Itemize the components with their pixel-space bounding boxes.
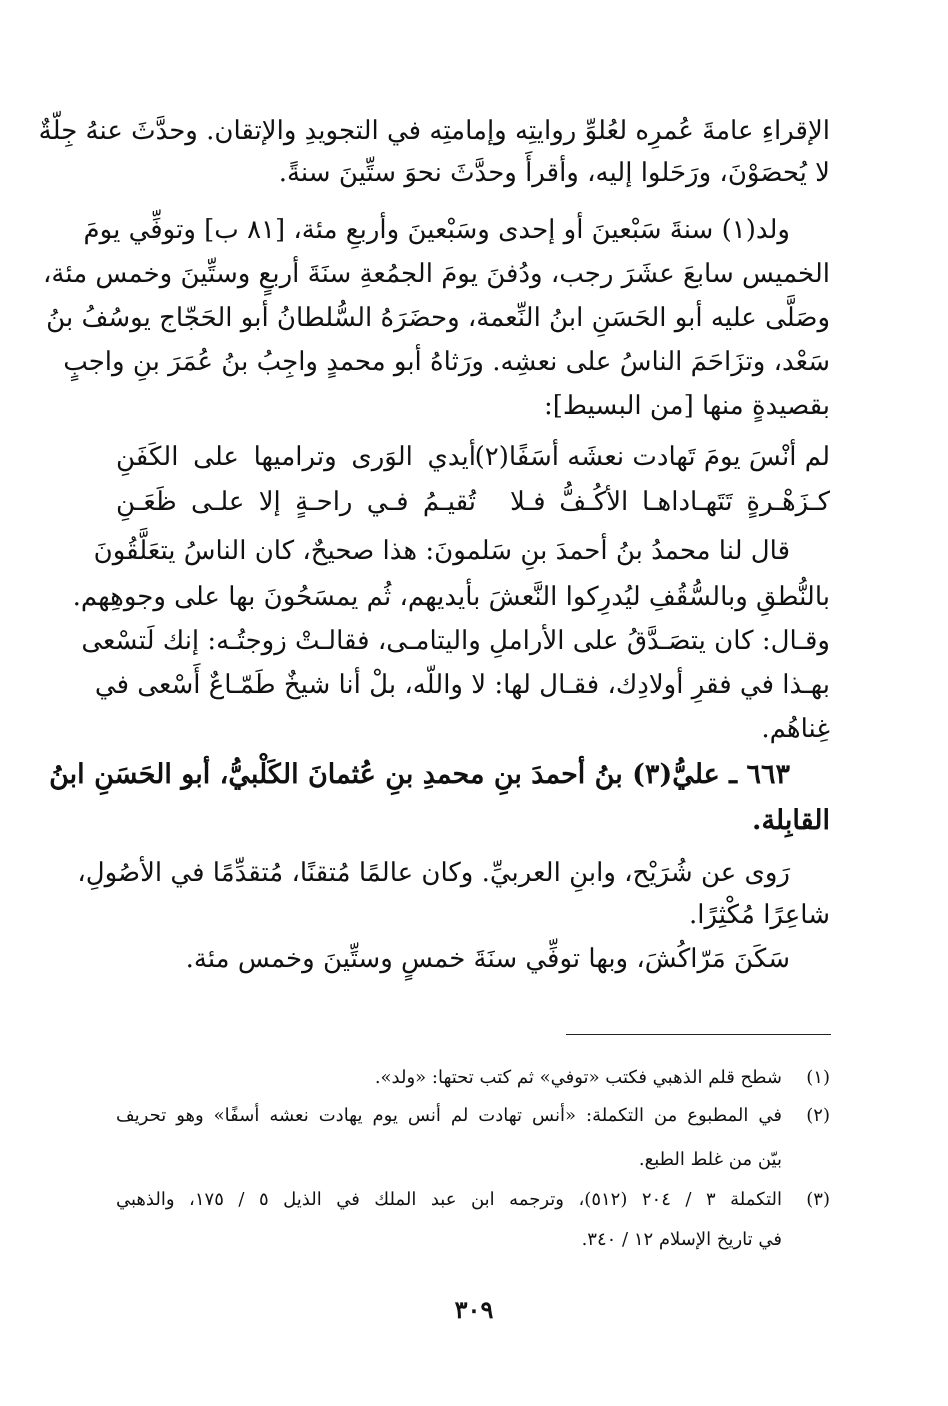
body-line-4: الخميس سابعَ عشَرَ رجب، ودُفنَ يومَ الجمُعةِ سنَةَ أربعٍ وستِّينَ وخمس مئة، (43, 259, 830, 289)
body-line-2: لا يُحصَوْنَ، ورَحَلوا إليه، وأقرأَ وحدَّثَ نحوَ ستِّينَ سنةً. (278, 158, 830, 188)
body-line-3: ولد(١) سنةَ سَبْعينَ أو إحدى وسَبْعينَ وأربعِ مئة، [٨١ ب] وتوفِّي يومَ (83, 215, 790, 245)
verse-1 (116, 436, 830, 478)
verse-1-first-hemistich: لم أنْسَ يومَ تَهادت نعشَه أسَفًا(٢) (474, 442, 830, 472)
verse-1-second-hemistich: أيدي الوَرى وتراميها على الكَفَنِ (116, 442, 476, 472)
footnote-2-number: (٢) (806, 1105, 830, 1126)
entry-line-3: سَكَنَ مَرّاكُشَ، وبها توفِّي سنَةَ خمسٍ وستِّينَ وخمس مئة. (185, 944, 790, 974)
footnote-3-text-line-2: في تاريخ الإسلام ١٢ / ٣٤٠. (581, 1229, 782, 1250)
entry-line-1: رَوى عن شُرَيْح، وابنِ العربيِّ. وكان عالمًا مُتقنًا، مُتقدِّمًا في الأصُولِ، (77, 858, 790, 888)
body-line-10: وقـال: كان يتصَـدَّقُ على الأراملِ واليتامـى، فقالـتْ زوجتُـه: إنك لَتسْعى (81, 626, 830, 656)
footnote-1-text: شطح قلم الذهبي فكتب «توفي» ثم كتب تحتها: «ولد». (374, 1067, 782, 1088)
footnote-1 (116, 1062, 830, 1094)
footnote-3-continuation (116, 1224, 830, 1256)
page-number: ٣٠٩ (454, 1295, 494, 1324)
footnote-separator (566, 1034, 831, 1035)
footnote-2 (116, 1100, 830, 1132)
body-line-5: وصَلَّى عليه أبو الحَسَنِ ابنُ النِّعمة، وحضَرَهُ السُّلطانُ أبو الحَجّاج يوسُفُ بنُ (46, 303, 830, 333)
verse-2-second-hemistich: تُقيـمُ فـي راحـةٍ إلا علـى ظَعَـنِ (116, 487, 476, 517)
verse-2 (116, 481, 830, 523)
verse-2-first-hemistich: كـزَهْـرةٍ تَتَهـاداهـا الأكُـفُّ فـلا (510, 487, 830, 517)
entry-line-2: شاعِرًا مُكْثِرًا. (688, 900, 830, 930)
footnote-3-number: (٣) (806, 1189, 830, 1210)
body-line-6: سَعْد، وتزَاحَمَ الناسُ على نعشِه. ورَثاهُ أبو محمدٍ واجِبُ بنُ عُمَرَ بنِ واجبٍ (63, 347, 830, 377)
body-line-7: بقصيدةٍ منها [من البسيط]: (544, 391, 830, 421)
footnote-2-text-line-2: بيّن من غلط الطبع. (638, 1149, 782, 1170)
entry-heading-line-2: القابِلة. (752, 805, 830, 836)
entry-heading-line-1: ٦٦٣ ـ عليُّ(٣) بنُ أحمدَ بنِ محمدِ بنِ عُثمانَ الكَلْبيُّ، أبو الحَسَنِ ابنُ (49, 759, 790, 790)
footnote-1-number: (١) (806, 1067, 830, 1088)
footnote-2-continuation (116, 1144, 830, 1176)
body-line-11: بهـذا في فقرِ أولادِك، فقـال لها: لا واللّه، بلْ أنا شيخٌ طَمّـاعٌ أَسْعى في (94, 670, 830, 700)
body-line-12: غِناهُم. (761, 714, 830, 744)
footnote-2-text-line-1: في المطبوع من التكملة: «أنس تهادت لم أنس يوم يهادت نعشه أسفًا» وهو تحريف (116, 1105, 782, 1126)
body-line-8: قال لنا محمدُ بنُ أحمدَ بنِ سَلمونَ: هذا صحيحٌ، كان الناسُ يتعَلَّقُونَ (93, 536, 790, 566)
body-line-9: بالنُّطقِ وبالسُّقُفِ ليُدرِكوا النَّعشَ بأيديهم، ثُم يمسَحُونَ بها على وجوهِهم. (72, 582, 830, 612)
footnote-3 (116, 1184, 830, 1216)
body-line-1: الإقراءِ عامةَ عُمرِه لعُلوِّ روايتِه وإمامتِه في التجويدِ والإتقان. وحدَّثَ عنهُ جِلّةٌ (38, 116, 830, 146)
footnote-3-text-line-1: التكملة ٣ / ٢٠٤ (٥١٢)، وترجمه ابن عبد الملك في الذيل ٥ / ١٧٥، والذهبي (116, 1189, 782, 1210)
